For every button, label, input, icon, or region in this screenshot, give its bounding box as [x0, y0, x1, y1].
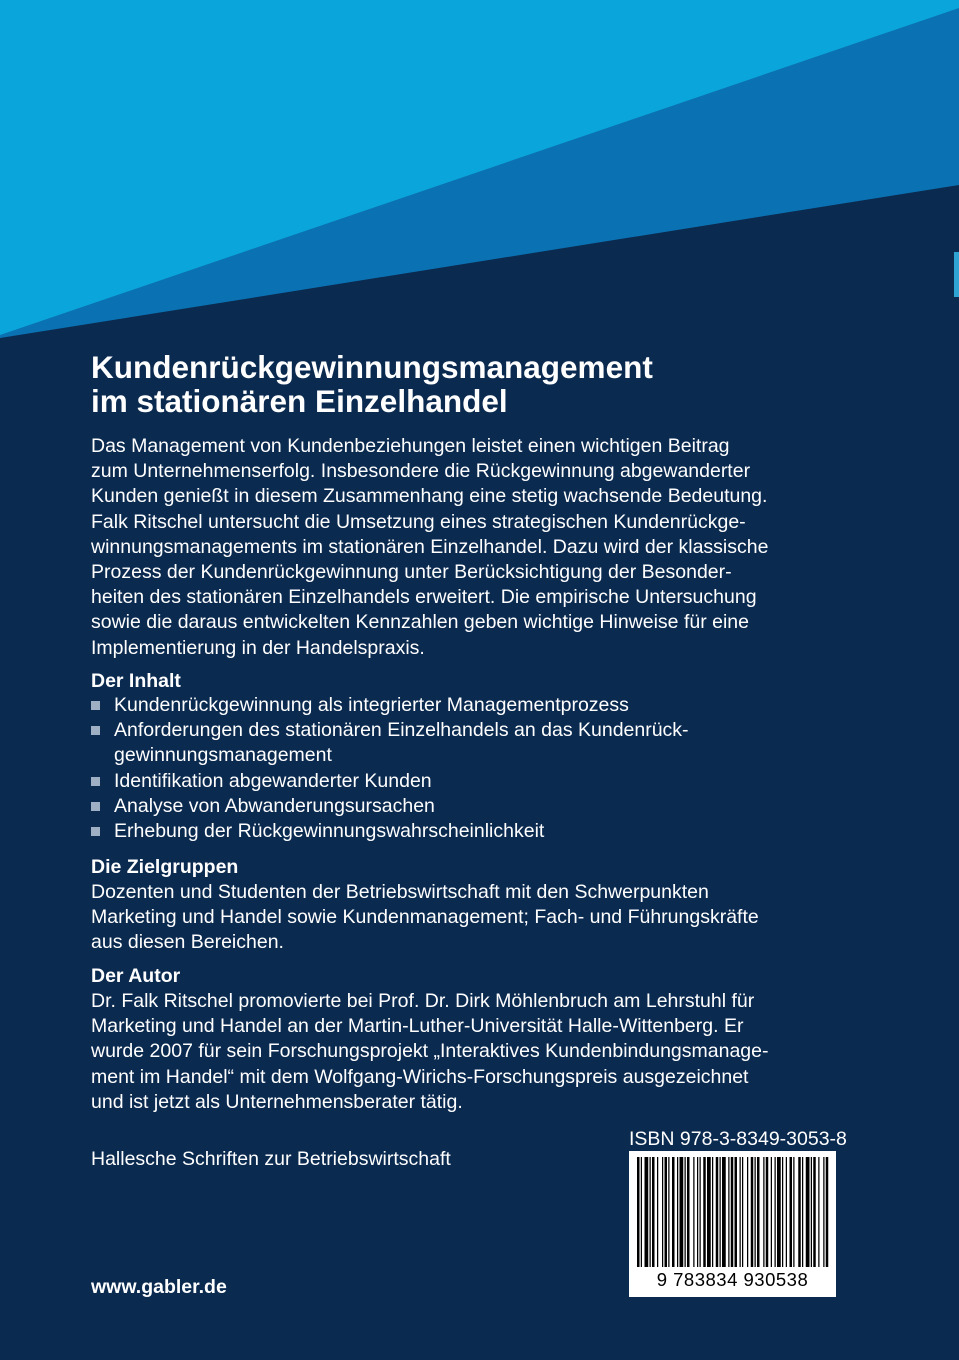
intro-line: Falk Ritschel untersucht die Umsetzung eines strategischen Kundenrückge-	[91, 510, 746, 533]
list-item-text: Anforderungen des stationären Einzelhandels an das Kundenrück-	[114, 719, 689, 742]
zielgruppen-line: aus diesen Bereichen.	[91, 931, 284, 954]
square-bullet-icon	[91, 802, 100, 811]
barcode-bar	[685, 1157, 686, 1267]
intro-line: heiten des stationären Einzelhandels erweitert. Die empirische Untersuchung	[91, 586, 757, 609]
autor-line: ment im Handel“ mit dem Wolfgang-Wirichs-Forschungspreis ausgezeichnet	[91, 1065, 749, 1088]
barcode-bar	[637, 1157, 640, 1267]
barcode-bar	[782, 1157, 783, 1267]
barcode-bar	[735, 1157, 738, 1267]
side-edge-marker	[954, 252, 959, 297]
barcode-bar	[687, 1157, 690, 1267]
list-item-text: gewinnungsmanagement	[114, 744, 332, 767]
intro-line: zum Unternehmenserfolg. Insbesondere die Rückgewinnung abgewanderter	[91, 460, 751, 483]
square-bullet-icon	[91, 701, 100, 710]
barcode-bar	[798, 1157, 801, 1267]
barcode-bar	[818, 1157, 819, 1267]
barcode-bar	[677, 1157, 678, 1267]
barcode-bar	[652, 1157, 655, 1267]
list-item-text: Identifikation abgewanderter Kunden	[114, 769, 432, 792]
square-bullet-icon	[91, 827, 100, 836]
barcode-bar	[826, 1157, 829, 1267]
barcode-bar	[740, 1157, 741, 1267]
book-title-line-1: Kundenrückgewinnungsmanagement	[91, 349, 653, 385]
barcode-bar	[763, 1157, 764, 1267]
book-title-line-2: im stationären Einzelhandel	[91, 383, 508, 419]
barcode-bar	[813, 1157, 816, 1267]
intro-paragraph	[91, 434, 921, 661]
barcode-bar	[766, 1157, 769, 1267]
barcode-bar	[742, 1157, 743, 1267]
barcode-bar	[672, 1157, 675, 1267]
barcode-bar	[657, 1157, 658, 1267]
list-item	[91, 718, 911, 768]
barcode-digits: 9 783834 930538	[656, 1269, 809, 1290]
inhalt-list	[91, 693, 911, 844]
barcode-bar	[747, 1157, 748, 1267]
autor-line: und ist jetzt als Unternehmensberater tätig.	[91, 1090, 463, 1113]
intro-line: Prozess der Kundenrückgewinnung unter Berücksichtigung der Besonder-	[91, 561, 732, 584]
zielgruppen-line: Marketing und Handel sowie Kundenmanagement; Fach- und Führungskräfte	[91, 906, 759, 929]
barcode-bar	[716, 1157, 719, 1267]
isbn-barcode	[629, 1151, 836, 1297]
autor-line: Marketing und Handel an der Martin-Luther-Universität Halle-Wittenberg. Er	[91, 1015, 744, 1038]
barcode-bar	[703, 1157, 706, 1267]
list-item	[91, 794, 911, 819]
intro-line: Kunden genießt in diesem Zusammenhang eine stetig wachsende Bedeutung.	[91, 485, 768, 508]
autor-paragraph	[91, 989, 921, 1115]
book-title	[91, 350, 911, 418]
barcode-bar	[665, 1157, 668, 1267]
autor-line: Dr. Falk Ritschel promovierte bei Prof. Dr. Dirk Möhlenbruch am Lehrstuhl für	[91, 990, 755, 1012]
list-item	[91, 693, 911, 718]
barcode-bar	[771, 1157, 772, 1267]
barcode-bar	[697, 1157, 698, 1267]
publisher-url: www.gabler.de	[91, 1276, 227, 1298]
barcode-bar	[722, 1157, 726, 1267]
barcode-bar	[811, 1157, 812, 1267]
inhalt-heading: Der Inhalt	[91, 670, 181, 692]
square-bullet-icon	[91, 726, 100, 735]
list-item	[91, 769, 911, 794]
barcode-bar	[641, 1157, 642, 1267]
barcode-bar	[790, 1157, 793, 1267]
intro-line: winnungsmanagements im stationären Einzelhandel. Dazu wird der klassische	[91, 535, 769, 558]
barcode-bar	[757, 1157, 760, 1267]
barcode-bar	[680, 1157, 684, 1267]
intro-line: Das Management von Kundenbeziehungen leistet einen wichtigen Beitrag	[91, 435, 730, 457]
barcode-bar	[777, 1157, 781, 1267]
barcode-bar	[693, 1157, 694, 1267]
isbn-label: ISBN 978-3-8349-3053-8	[629, 1128, 847, 1150]
barcode-bar	[668, 1157, 669, 1267]
list-item	[91, 819, 911, 844]
barcode-bar	[707, 1157, 711, 1267]
barcode-bar	[775, 1157, 776, 1267]
square-bullet-icon	[91, 777, 100, 786]
barcode-bar	[712, 1157, 713, 1267]
barcode-bar	[650, 1157, 651, 1267]
barcode-bar	[751, 1157, 754, 1267]
intro-line: sowie die daraus entwickelten Kennzahlen geben wichtige Hinweise für eine	[91, 611, 749, 634]
barcode-bar	[786, 1157, 787, 1267]
list-item-text: Kundenrückgewinnung als integrierter Managementprozess	[114, 694, 629, 716]
barcode-bar	[731, 1157, 734, 1267]
zielgruppen-paragraph	[91, 880, 921, 956]
list-item-text: Analyse von Abwanderungsursachen	[114, 794, 435, 817]
intro-line: Implementierung in der Handelspraxis.	[91, 636, 425, 659]
barcode-bar	[755, 1157, 756, 1267]
barcode-bar	[802, 1157, 803, 1267]
barcode-bar	[720, 1157, 721, 1267]
barcode-bar	[662, 1157, 663, 1267]
barcode-bar	[645, 1157, 649, 1267]
barcode-bar	[823, 1157, 824, 1267]
barcode-bar	[806, 1157, 810, 1267]
autor-heading: Der Autor	[91, 965, 181, 987]
series-name: Hallesche Schriften zur Betriebswirtschaft	[91, 1148, 451, 1170]
barcode-bar	[700, 1157, 701, 1267]
barcode-bar	[793, 1157, 794, 1267]
zielgruppen-heading: Die Zielgruppen	[91, 856, 239, 878]
autor-line: wurde 2007 für sein Forschungsprojekt „Interaktives Kundenbindungsmanage-	[91, 1040, 769, 1063]
zielgruppen-line: Dozenten und Studenten der Betriebswirtschaft mit den Schwerpunkten	[91, 881, 709, 903]
list-item-text: Erhebung der Rückgewinnungswahrscheinlichkeit	[114, 820, 545, 843]
barcode-bar	[728, 1157, 729, 1267]
